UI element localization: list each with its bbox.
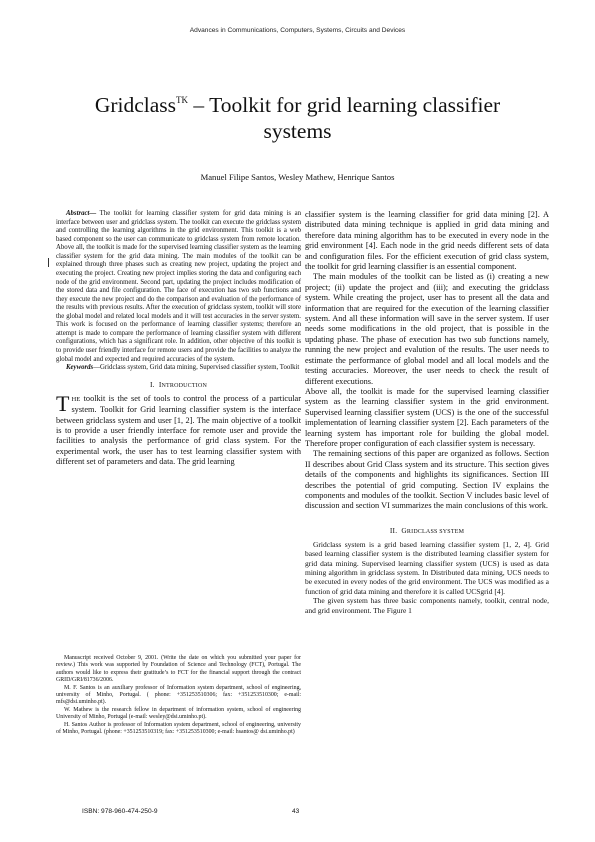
keywords-text: —Gridclass system, Grid data mining, Supervised classifier system, Toolkit (93, 364, 300, 372)
section-heading-gridclass (305, 526, 549, 535)
section-numeral: II. (389, 525, 398, 535)
intro-paragraph (56, 390, 301, 468)
drop-cap: T (56, 390, 70, 416)
footnote: M. F. Santos is an auxiliary professor of Information system department, school of engineering, university of Minho, Portugal. ( phone: +351253510306; fax: +351253510300; e-mail: mfs@dsi.uminho.pt). (56, 684, 301, 706)
footnote: W. Mathew is the research fellow in department of information system, school of engineering University of Minho, Portugal (e-mail: wesley@dsi.uminho.pt). (56, 706, 301, 721)
paragraph: Above all, the toolkit is made for the supervised learning classifier system as the learning classifier system in the grid environment. Supervised learning classifier system (UCS) is the one of the successful implementation of learning classifier system [2]. Each parameters of the learning system has important role for building the global model. Therefore proper configuration of each classifier system is necessary. (305, 386, 549, 448)
footnotes (56, 655, 301, 736)
abstract (56, 210, 301, 364)
keywords (56, 364, 301, 373)
intro-text: toolkit is the set of tools to control the process of a particular system. Toolkit for Grid learning classifier system is the interface between gridclass system and user [1, 2]. The main objective of a toolkit is to provide a user friendly interface for remote user and provide the facilities to analysis the performance of grid class system. For the experimental work, the user has to test learning classifier system with different set of parameters and data. The grid learning (56, 393, 301, 467)
section-first-letter: I (158, 379, 162, 389)
page-number: 43 (292, 808, 300, 815)
abstract-text: The toolkit for learning classifier system for grid data mining is an interface between user and gridclass system. The toolkit can execute the gridclass system and controlling the learning algorithms in the grid environment. This toolkit is a web based component so the user can communicate to gridclass system from remote location. Above all, the toolkit is made for the supervised learning classifier system as the learning classifier system for the grid data mining. The main modules of the toolkit can be explained through three phases such as creating new project, updating the project and executing the project. Creating new project implies storing the data and configuring each node of the grid environment. Second part, updating the project includes modification of the stored data and file configuration. The face of execution has two sub functions and they execute the new project and do the comparison and evaluation of the performance of the results with previous results. After the execution of gridclass system, toolkit will store the global model and related local models and it will test accuracies in the server system. This work is focused on the performance of learning classifier systems; therefore an attempt is made to compare the performance of learning classifier system with different configurations, which has a significant role. In addition, other objective of this toolkit is to provide user friendly interface for remote users and provide the facilities to analyze the global model and expected and required accuracies of the system. (56, 210, 301, 363)
title-rest: – Toolkit for grid learning classifier systems (188, 93, 501, 143)
footnote: Manuscript received October 9, 2001. (Write the date on which you submitted your paper for review.) This work was supported by Foundation of Science and Technology (FCT), Portugal. The authors would like to express their gratitude’s to FCT for the financial support through the contract GRID/GRI/81736/2006. (56, 655, 301, 684)
title-main: Gridclass (94, 93, 177, 117)
isbn: ISBN: 978-960-474-250-9 (82, 808, 158, 815)
paragraph: The main modules of the toolkit can be listed as (i) creating a new project; (ii) update the project and (iii); and executing the gridclass system. While creating the project, user has to present all the data and information that are required for the execution of the learning classifier system. And all these information will save in the server system. If user needs some modifications in the old project, that is possible in the updating phase. The phase of execution has two sub functions namely, running the new project and evalution of the results. The user needs to estimate the performance of global model and all local models and the testing accuracies. Moreover, the user needs to check the result of different executions. (305, 272, 549, 386)
paragraph: The given system has three basic components namely, toolkit, central node, and grid environment. The Figure 1 (305, 596, 549, 615)
authors: Manuel Filipe Santos, Wesley Mathew, Henrique Santos (200, 172, 395, 182)
title-superscript: TK (176, 95, 189, 105)
left-column (56, 210, 301, 468)
paragraph: The remaining sections of this paper are organized as follows. Section II describes about Grid Class system and its structure. This section gives details of the components and highlights its significances. Section III describes the potential of grid computing. Section IV explains the components and modules of the toolkit. Section V includes basic level of discussion and section VI summarizes the main conclusions of this work. (305, 449, 549, 511)
section-heading-introduction (56, 380, 301, 389)
paper-title (60, 92, 535, 144)
abstract-label: Abstract— (66, 210, 97, 217)
section-rest: RIDCLASS SYSTEM (406, 528, 465, 535)
section-rest: NTRODUCTION (161, 382, 208, 389)
change-bar (48, 258, 49, 267)
section-first-letter: G (401, 525, 407, 535)
section-numeral: I. (149, 379, 155, 389)
running-head: Advances in Communications, Computers, Systems, Circuits and Devices (189, 27, 406, 34)
footnote: H. Santos Author is professor of Information system department, school of engineering, university of Minho, Portugal. (phone: +351253510319; fax: +351253510300; e-mail: hsantos@ dsi.uminho.pt) (56, 721, 301, 736)
keywords-label: Keywords (66, 364, 94, 372)
paragraph: classifier system is the learning classifier for grid data mining [2]. A distributed data mining technique is applied in grid data mining and therefore data mining algorithm has to be executed in every node in the grid environment [4]. Each node in the grid needs different sets of data and configuration files. For the efficient execution of grid class system, the toolkit for grid learning classifier is an essential component. (305, 210, 549, 272)
intro-caps: HE (71, 395, 81, 403)
right-column (305, 210, 549, 615)
paragraph: Gridclass system is a grid based learning classifier system [1, 2, 4]. Grid based learning classifier system is the distributed learning classifier system for grid data mining. Supervised learning classifier system (UCS) is used as data mining algorithm in gridclass system. In Distributed data mining, UCS needs to be executed in every nodes of the grid environment. The UCS was modified as a function of grid data mining and therefore it is called UCSgrid [4]. (305, 539, 549, 596)
